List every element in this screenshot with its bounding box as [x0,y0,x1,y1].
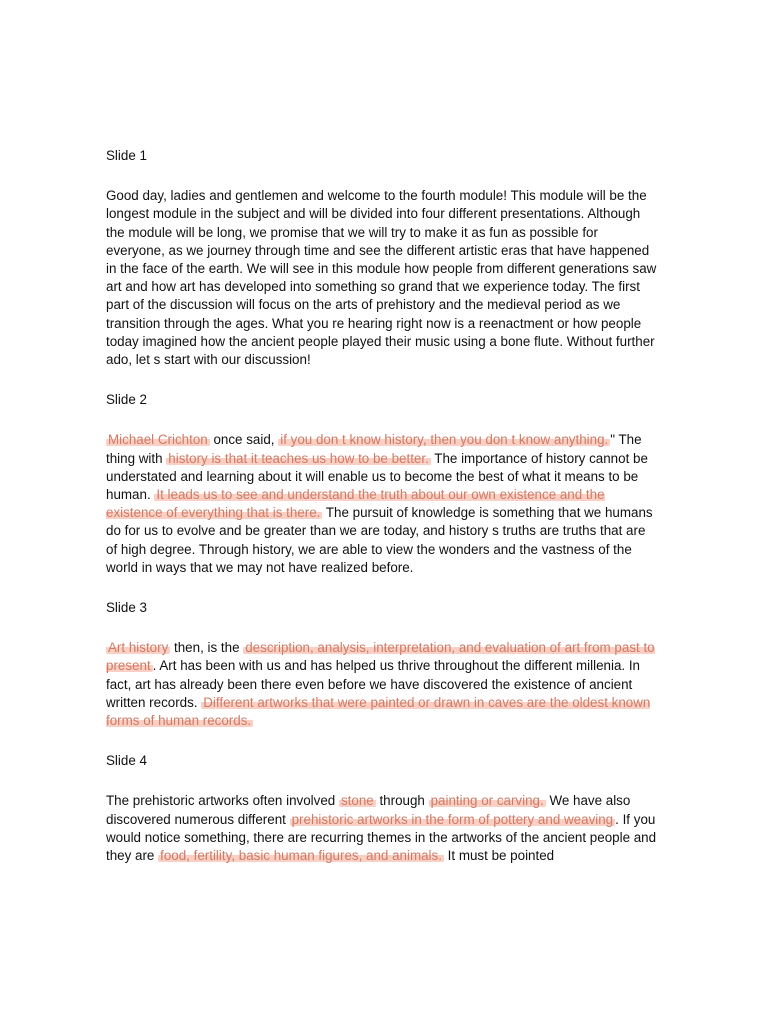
highlighted-text: It leads us to see and understand the truth about our own existence and the existence of everything that is there. [106,487,605,521]
text-segment: Good day, ladies and gentlemen and welcome to the fourth module! This module will be the longest module in the subject and will be divided into four different presentations. Although the module will be long, we promise that we will try to make it as fun as possible for everyone, as we journey through time and see the different artistic eras that have happened in the face of the earth. We will see in this module how people from different generations saw art and how art has developed into something so grand that we experience today. The first part of the discussion will focus on the arts of prehistory and the medieval period as we transition through the ages. What you re hearing right now is a reenactment or how people today imagined how the ancient people played their music using a bone flute. Without further ado, let s start with our discussion! [106,188,657,368]
highlighted-text: description, analysis, interpretation, and evaluation of art from past to present [106,640,655,674]
highlighted-text: Different artworks that were painted or drawn in caves are the oldest known forms of human records. [106,694,651,729]
slide-title: Slide 4 [106,753,147,769]
text-segment: It must be pointed [443,848,555,864]
text-segment: through [375,793,429,809]
slide-paragraph [106,639,658,730]
text-segment: once said, [209,432,279,448]
slide-section-1 [106,147,658,369]
slide-section-3 [106,599,658,730]
text-segment: The pursuit of knowledge is something that we humans do for us to evolve and be greater than we are today, and history s truths are truths that are of high degree. Through history, we are able to view the wonders and the vastness of the world in ways that we may not have realized before. [106,505,653,575]
text-segment: . If you would notice something, there are recurring themes in the artworks of the ancient people and they are [106,811,657,864]
text-segment: then, is the [170,640,244,656]
slide-title: Slide 3 [106,600,147,616]
slide-paragraph [106,792,658,865]
text-segment: " The thing with [106,432,642,466]
slide-section-4 [106,752,658,865]
highlighted-text: if you don t know history, then you don t know anything. [280,432,609,448]
slide-paragraph [106,431,658,577]
highlighted-text: Michael Crichton [108,432,208,448]
text-segment: . Art has been with us and has helped us thrive throughout the different millenia. In fact, art has already been there even before we have discovered the existence of ancient written records. [106,658,641,710]
highlighted-text: painting or carving. [430,793,544,809]
text-segment: The importance of history cannot be understated and learning about it will enable us to become the best of what it means to be human. [106,450,648,503]
slide-title: Slide 2 [106,392,147,408]
highlighted-text: prehistoric artworks in the form of pottery and weaving [291,811,614,827]
highlighted-text: food, fertility, basic human figures, and animals. [160,848,442,864]
slide-section-2 [106,391,658,577]
highlighted-text: Art history [108,640,169,656]
highlighted-text: stone [340,793,374,809]
text-segment: We have also discovered numerous different [106,793,631,827]
slide-title: Slide 1 [106,148,147,163]
text-segment: The prehistoric artworks often involved [106,793,339,809]
slide-paragraph [106,187,658,369]
highlighted-text: history is that it teaches us how to be better. [168,450,429,466]
